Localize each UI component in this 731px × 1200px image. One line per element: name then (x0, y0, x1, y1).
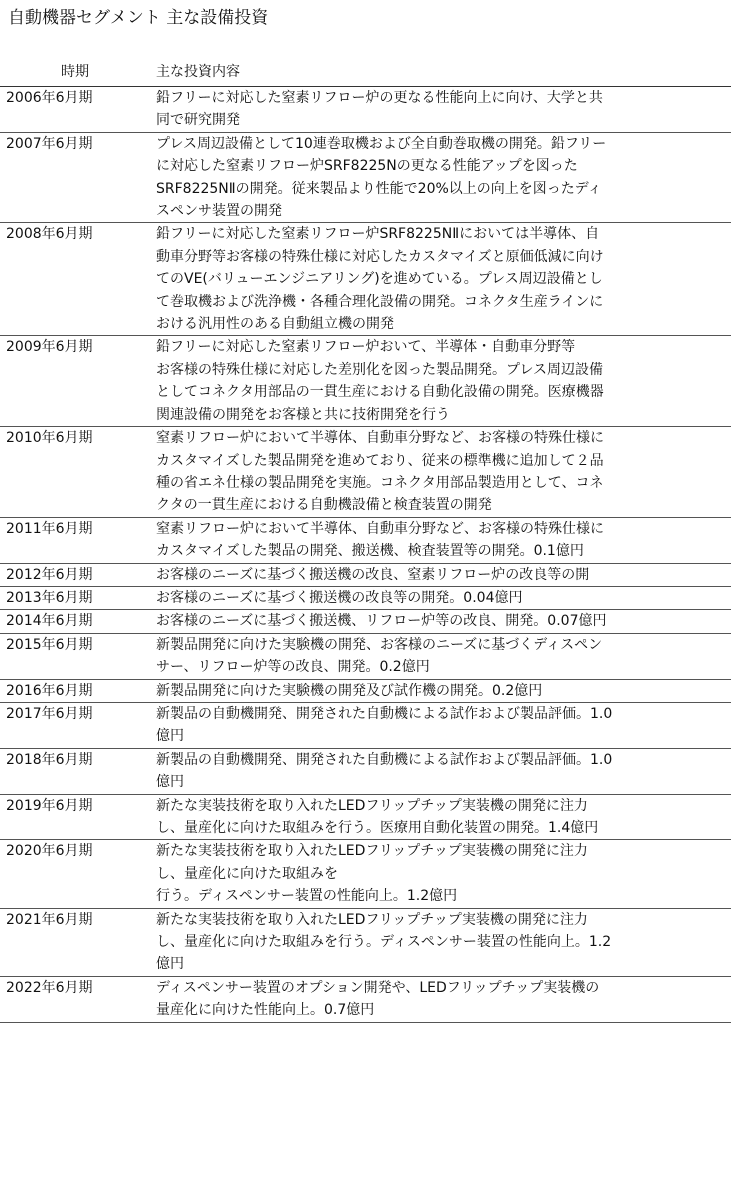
period-cell: 2009年6月期 (6, 339, 93, 356)
content-cell: 窒素リフロー炉において半導体、自動車分野など、お客様の特殊仕様に カスタマイズした製品開発を進めており、従来の標準機に追加して２品 種の省エネ仕様の製品開発を実施。コネクタ用部品製造用として、コネ クタの一貫生産における自動機設備と検査装置の開発 (156, 430, 604, 514)
table-row (0, 977, 731, 1023)
table-row (0, 223, 731, 336)
period-cell: 2013年6月期 (6, 589, 93, 606)
content-cell: お客様のニーズに基づく搬送機の改良等の開発。0.04億円 (156, 589, 523, 606)
table-row (0, 564, 731, 587)
period-cell: 2007年6月期 (6, 135, 93, 152)
period-cell: 2006年6月期 (6, 90, 93, 106)
period-cell: 2012年6月期 (6, 566, 93, 583)
period-cell: 2014年6月期 (6, 613, 93, 630)
table-row (0, 840, 731, 908)
table-row (0, 518, 731, 564)
table-row (0, 587, 731, 610)
content-cell: 新たな実装技術を取り入れたLEDフリップチップ実装機の開発に注力 し、量産化に向けた取組みを行う。ディスペンサー装置の性能向上。1.2 億円 (156, 911, 612, 973)
period-cell: 2022年6月期 (6, 979, 93, 996)
period-cell: 2017年6月期 (6, 705, 93, 722)
period-cell: 2016年6月期 (6, 682, 93, 699)
table-header (0, 58, 731, 87)
content-cell: お客様のニーズに基づく搬送機、リフロー炉等の改良、開発。0.07億円 (156, 613, 607, 630)
content-cell: 窒素リフロー炉において半導体、自動車分野など、お客様の特殊仕様に カスタマイズした製品の開発、搬送機、検査装置等の開発。0.1億円 (156, 520, 604, 560)
content-cell: ディスペンサー装置のオプション開発や、LEDフリップチップ実装機の 量産化に向けた性能向上。0.7億円 (156, 979, 600, 1019)
table-row (0, 909, 731, 977)
table-row (0, 703, 731, 749)
content-cell: 鉛フリーに対応した窒素リフロー炉SRF8225NⅡにおいては半導体、自 動車分野等お客様の特殊仕様に対応したカスタマイズと原価低減に向け てのVE(バリューエンジニアリング)を進めている。プレス周辺設備とし て巻取機および洗浄機・各種合理化設備の開発。コネクタ生産ラインに おける汎用性のある自動組立機の開発 (156, 226, 604, 333)
content-cell: 新製品開発に向けた実験機の開発及び試作機の開発。0.2億円 (156, 682, 543, 699)
period-cell: 2020年6月期 (6, 843, 93, 860)
investment-table (0, 58, 731, 1023)
content-cell: 新製品の自動機開発、開発された自動機による試作および製品評価。1.0 億円 (156, 705, 613, 745)
content-cell: お客様のニーズに基づく搬送機の改良、窒素リフロー炉の改良等の開 (156, 566, 590, 583)
table-row (0, 133, 731, 224)
table-row (0, 610, 731, 633)
period-cell: 2011年6月期 (6, 520, 93, 537)
content-cell: プレス周辺設備として10連巻取機および全自動巻取機の開発。鉛フリー に対応した窒素リフロー炉SRF8225Nの更なる性能アップを図った SRF8225NⅡの開発。従来製品より性能で20%以上の向上を図ったディ スペンサ装置の開発 (156, 135, 607, 220)
table-row (0, 749, 731, 795)
table-row (0, 336, 731, 427)
content-cell: 新製品の自動機開発、開発された自動機による試作および製品評価。1.0 億円 (156, 751, 613, 791)
table-row (0, 634, 731, 680)
period-cell: 2019年6月期 (6, 797, 93, 814)
table-row (0, 680, 731, 703)
column-header-content: 主な投資内容 (156, 64, 240, 80)
page-title: 自動機器セグメント 主な設備投資 (8, 8, 269, 28)
period-cell: 2021年6月期 (6, 911, 93, 928)
content-cell: 新たな実装技術を取り入れたLEDフリップチップ実装機の開発に注力 し、量産化に向けた取組みを行う。医療用自動化装置の開発。1.4億円 (156, 797, 599, 836)
period-cell: 2018年6月期 (6, 751, 93, 768)
content-cell: 鉛フリーに対応した窒素リフロー炉おいて、半導体・自動車分野等 お客様の特殊仕様に対応した差別化を図った製品開発。プレス周辺設備 としてコネクタ用部品の一貫生産における自動化設備の開発。医療機器 関連設備の開発をお客様と共に技術開発を行う (156, 339, 604, 423)
column-header-period: 時期 (61, 64, 89, 80)
content-cell: 鉛フリーに対応した窒素リフロー炉の更なる性能向上に向け、大学と共 同で研究開発 (156, 90, 603, 129)
period-cell: 2015年6月期 (6, 636, 93, 653)
content-cell: 新製品開発に向けた実験機の開発、お客様のニーズに基づくディスペン サー、リフロー炉等の改良、開発。0.2億円 (156, 636, 603, 676)
table-row (0, 87, 731, 133)
period-cell: 2010年6月期 (6, 430, 93, 447)
table-row (0, 795, 731, 841)
table-row (0, 427, 731, 518)
content-cell: 新たな実装技術を取り入れたLEDフリップチップ実装機の開発に注力 し、量産化に向けた取組みを 行う。ディスペンサー装置の性能向上。1.2億円 (156, 843, 588, 905)
period-cell: 2008年6月期 (6, 226, 93, 243)
